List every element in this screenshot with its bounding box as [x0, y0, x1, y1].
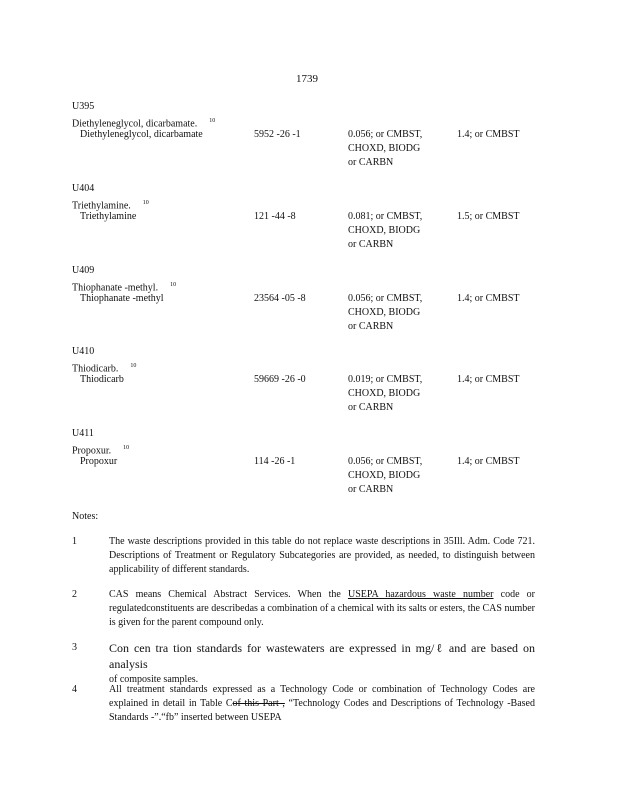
cas-number: 5952 -26 -1 — [254, 129, 301, 140]
waste-code: U404 — [72, 183, 95, 194]
note-number: 4 — [72, 684, 77, 695]
constituent-name: Diethyleneglycol, dicarbamate — [80, 129, 203, 140]
note-text: Con cen tra tion standards for wastewaters are expressed in mg/ℓ and are based on analysis of composite samples. — [109, 641, 535, 685]
nonwastewater-standard: 1.5; or CMBST — [457, 211, 520, 222]
footnote-ref: 10 — [209, 118, 216, 124]
footnote-ref: 10 — [130, 363, 137, 369]
waste-code: U395 — [72, 101, 95, 112]
footnote-ref: 10 — [142, 200, 149, 206]
cas-number: 23564 -05 -8 — [254, 293, 306, 304]
wastewater-standard: 0.081; or CMBST, CHOXD, BIODG or CARBN — [348, 211, 423, 250]
constituent-name: Thiodicarb — [80, 374, 124, 385]
constituent-name: Propoxur — [80, 456, 118, 467]
waste-code: U409 — [72, 265, 95, 276]
page-number: 1739 — [296, 73, 318, 85]
waste-code: U411 — [72, 428, 94, 439]
wastewater-standard: 0.019; or CMBST, CHOXD, BIODG or CARBN — [348, 374, 423, 413]
waste-title: Triethylamine. $^{10}$ — [72, 200, 149, 212]
note-number: 3 — [72, 642, 77, 653]
note-number: 1 — [72, 536, 77, 547]
note-text: The waste descriptions provided in this table do not replace waste descriptions in 35Ill. Adm. Code 721. Descriptions of Treatment or Regulatory Subcategories are provided, as needed, to distinguish between applicability of different standards. — [109, 536, 535, 575]
waste-title: Thiophanate -methyl. $^{10}$ — [72, 282, 177, 294]
notes-heading: Notes: — [72, 511, 99, 522]
nonwastewater-standard: 1.4; or CMBST — [457, 456, 520, 467]
footnote-ref: 10 — [170, 282, 177, 288]
nonwastewater-standard: 1.4; or CMBST — [457, 129, 520, 140]
wastewater-standard: 0.056; or CMBST, CHOXD, BIODG or CARBN — [348, 456, 423, 495]
note-number: 2 — [72, 589, 77, 600]
constituent-name: Triethylamine — [80, 211, 137, 222]
waste-title: Thiodicarb. $^{10}$ — [72, 363, 137, 375]
note-text: All treatment standards expressed as a Technology Code or combination of Technology Codes are explained in detail in Table Cof this Part , “Technology Codes and Descriptions of Technology -Based Standards -”.“fb” inserted between USEPA — [109, 684, 535, 723]
nonwastewater-standard: 1.4; or CMBST — [457, 374, 520, 385]
waste-title: Diethyleneglycol, dicarbamate. $^{10}$ — [72, 118, 216, 130]
cas-number: 114 -26 -1 — [254, 456, 296, 467]
wastewater-standard: 0.056; or CMBST, CHOXD, BIODG or CARBN — [348, 293, 423, 332]
note-text: CAS means Chemical Abstract Services. When the USEPA hazardous waste number code or regulatedconstituents are describedas a combination of a chemical with its salts or esters, the CAS number is given for the parent compound only. — [109, 589, 536, 628]
footnote-ref: 10 — [123, 445, 130, 451]
constituent-name: Thiophanate -methyl — [80, 293, 164, 304]
cas-number: 59669 -26 -0 — [254, 374, 306, 385]
nonwastewater-standard: 1.4; or CMBST — [457, 293, 520, 304]
cas-number: 121 -44 -8 — [254, 211, 296, 222]
wastewater-standard: 0.056; or CMBST, CHOXD, BIODG or CARBN — [348, 129, 423, 168]
waste-title: Propoxur. $^{10}$ — [72, 445, 130, 457]
waste-code: U410 — [72, 346, 95, 357]
